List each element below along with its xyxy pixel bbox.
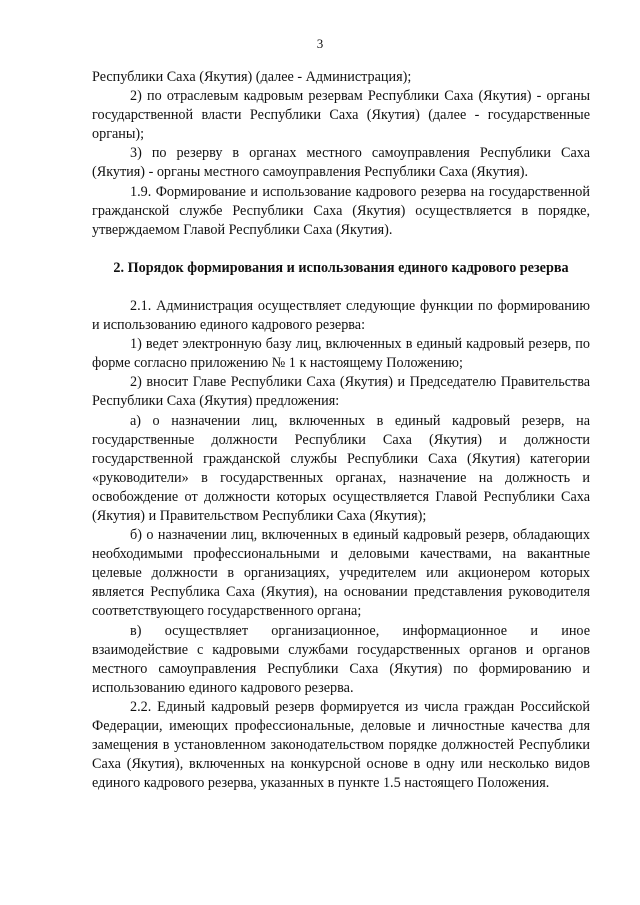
section-heading: 2. Порядок формирования и использования единого кадрового резерва [113, 259, 569, 276]
paragraph-item-3: 3) по резерву в органах местного самоуправления Республики Саха (Якутия) - органы местного самоуправления Республики Саха (Якутия). [92, 145, 590, 181]
document-body [92, 68, 590, 793]
paragraph-2-1-item-2-b: б) о назначении лиц, включенных в единый кадровый резерв, обладающих необходимыми профессиональными и деловыми качествами, на вакантные целевые должности в организациях, учредителем или акционером которых является Республика Саха (Якутия), на основании представления руководителя соответствующего государственного органа; [92, 527, 590, 620]
paragraph-1-9: 1.9. Формирование и использование кадрового резерва на государственной гражданской службе Республики Саха (Якутия) осуществляется в порядке, утверждаемом Главой Республики Саха (Якутия). [92, 183, 590, 238]
paragraph-2-1: 2.1. Администрация осуществляет следующие функции по формированию и использованию единого кадрового резерва: [92, 297, 590, 334]
paragraph-2-1-item-2: 2) вносит Главе Республики Саха (Якутия) и Председателю Правительства Республики Саха (Якутия) предложения: [92, 374, 590, 410]
page-number: 3 [316, 36, 324, 51]
paragraph-2-1-item-2-a: а) о назначении лиц, включенных в единый кадровый резерв, на государственные должности Республики Саха (Якутия) и должности государственной гражданской службы Республики Саха (Якутия) категории «руководители» в государственных органах, назначение на должность и освобождение от должности которых осуществляется Главой Республики Саха (Якутия) и Правительством Республики Саха (Якутия); [92, 412, 590, 524]
paragraph-item-2: 2) по отраслевым кадровым резервам Республики Саха (Якутия) - органы государственной власти Республики Саха (Якутия) (далее - государственные органы); [92, 88, 590, 143]
paragraph-2-1-item-2-v: в) осуществляет организационное, информационное и иное взаимодействие с кадровыми службами государственных органов и органов местного самоуправления Республики Саха (Якутия) по формированию и использованию единого кадрового резерва. [92, 622, 590, 696]
paragraph-2-2: 2.2. Единый кадровый резерв формируется из числа граждан Российской Федерации, имеющих профессиональные, деловые и личностные качества для замещения в установленном законодательством порядке должностей Республики Саха (Якутия), включенных на конкурсной основе в одну или несколько видов единого кадрового резерва, указанных в пункте 1.5 настоящего Положения. [92, 698, 590, 792]
paragraph-continuation: Республики Саха (Якутия) (далее - Администрация); [92, 69, 412, 85]
paragraph-2-1-item-1: 1) ведет электронную базу лиц, включенных в единый кадровый резерв, по форме согласно приложению № 1 к настоящему Положению; [92, 336, 590, 372]
